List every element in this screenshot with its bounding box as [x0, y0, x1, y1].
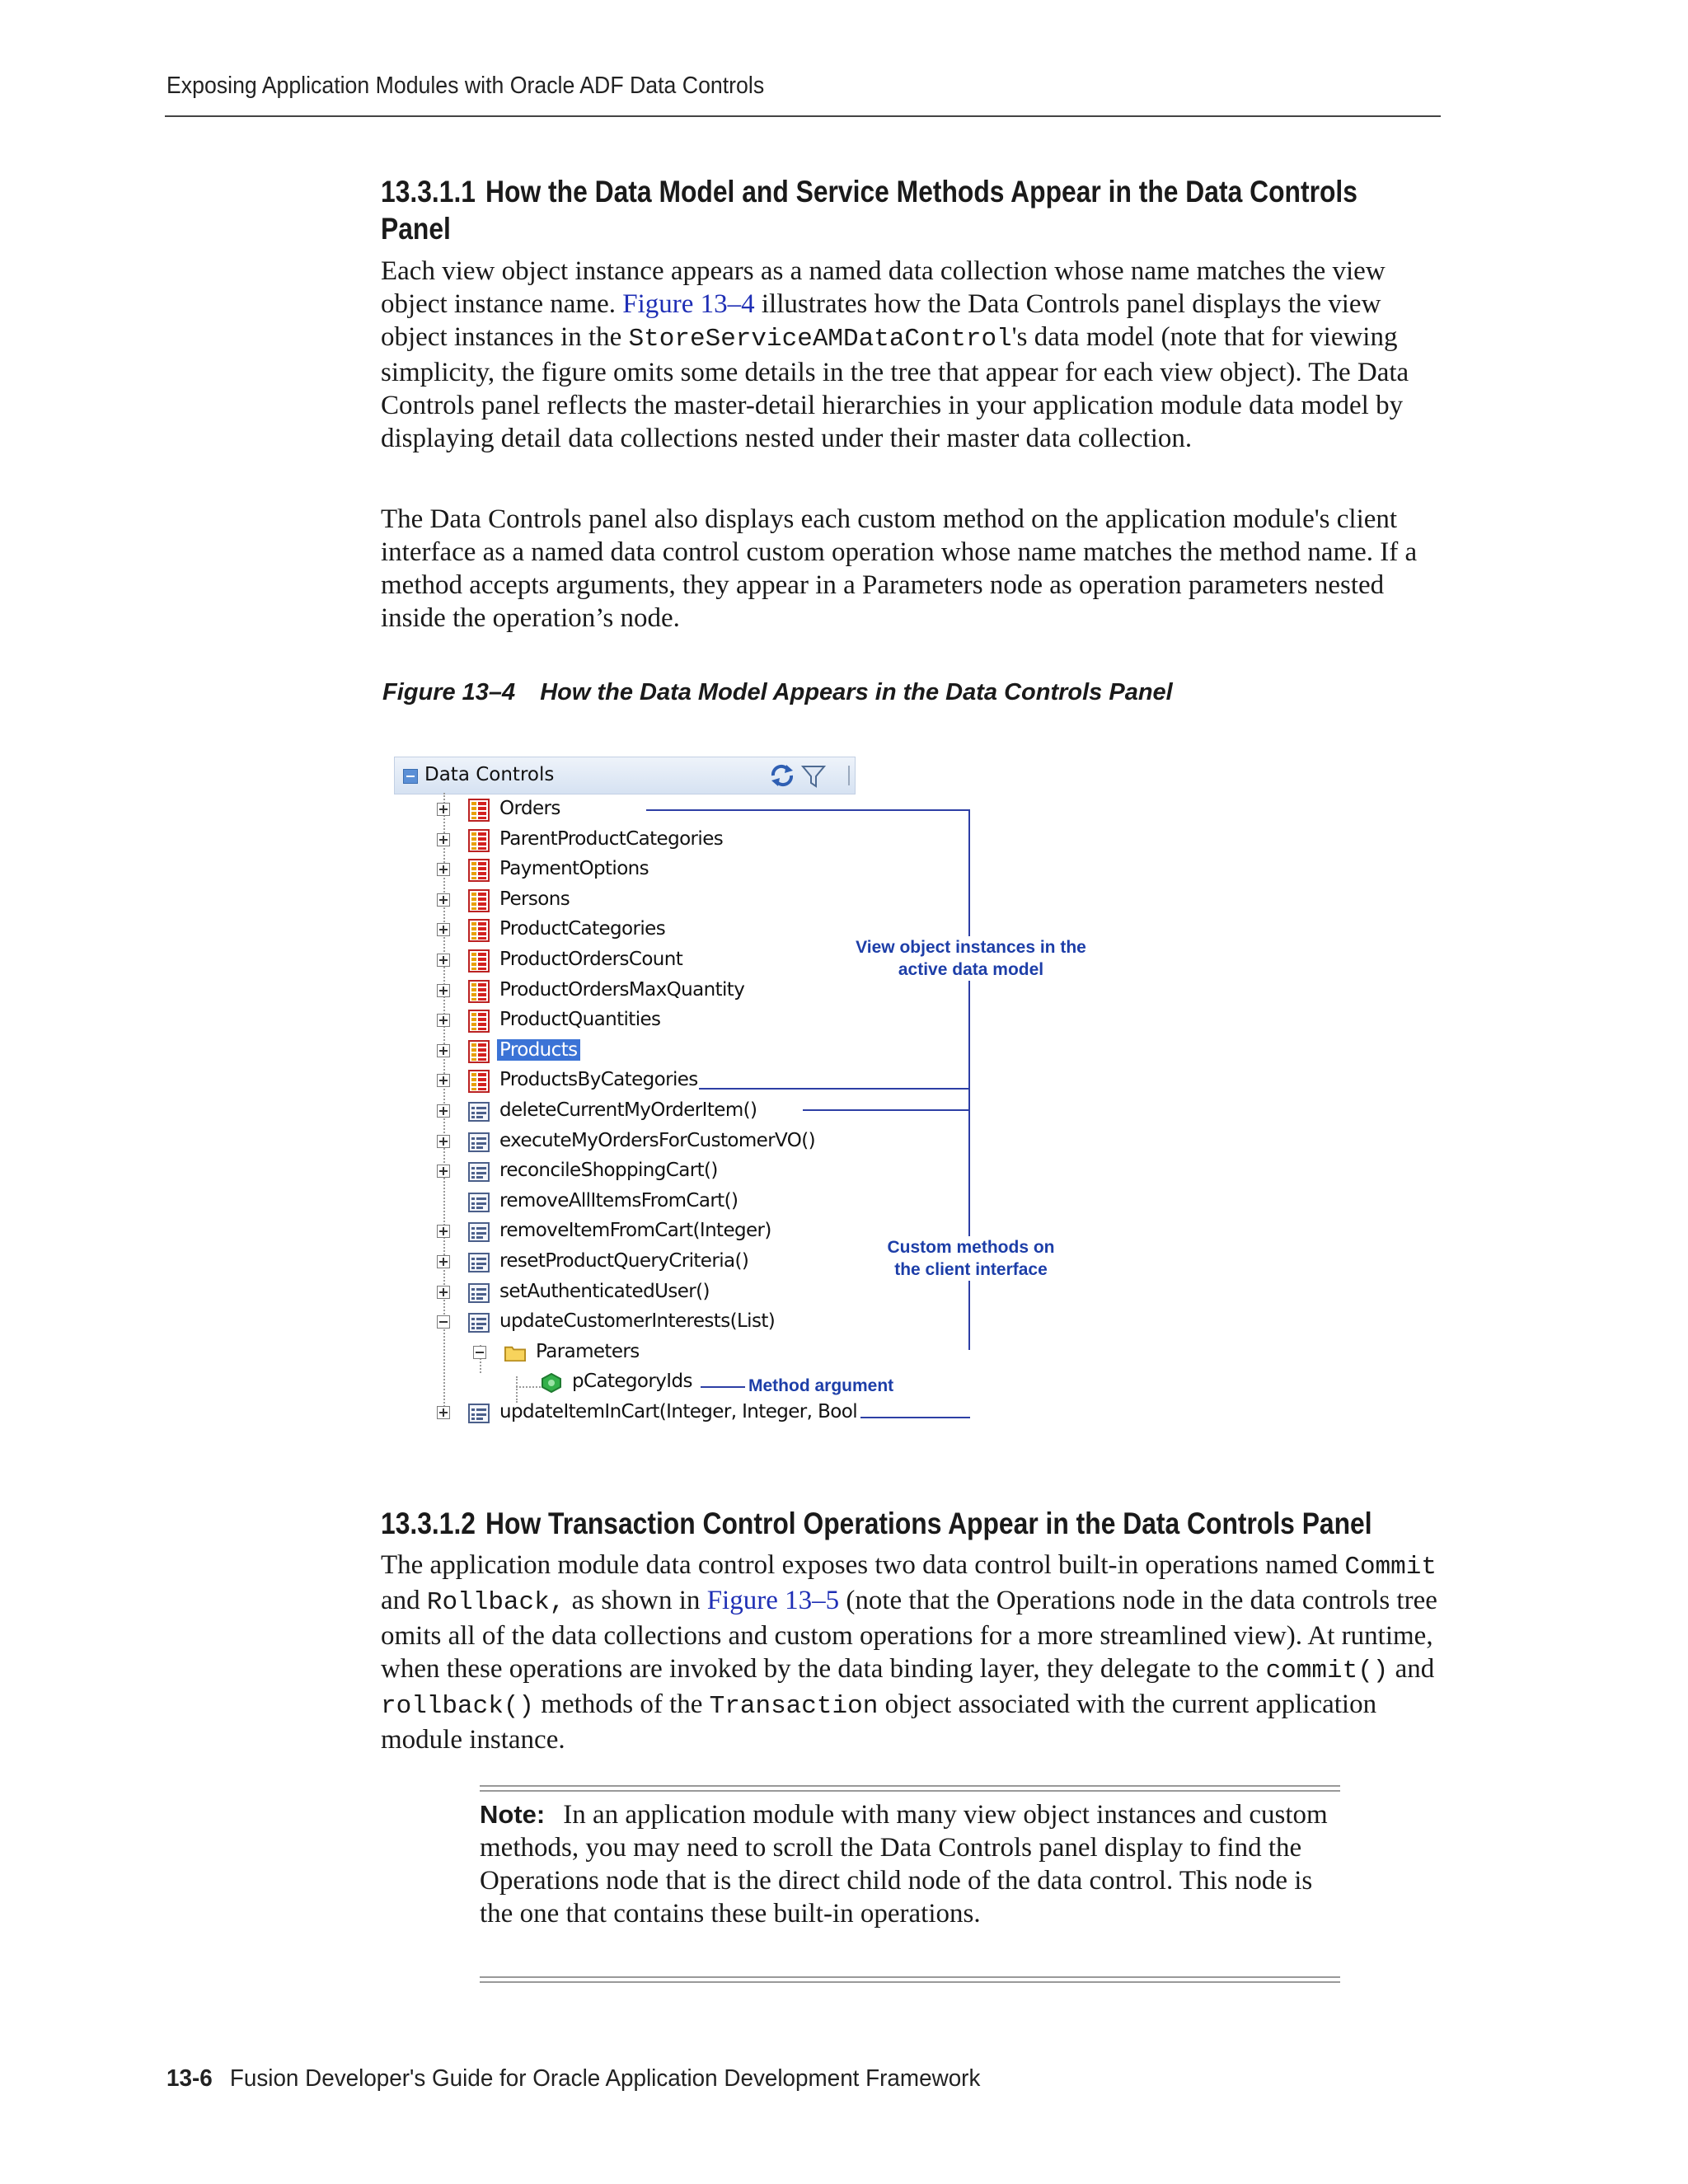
figure-label: Figure 13–4: [382, 679, 516, 705]
node-label: Persons: [499, 888, 570, 910]
section-title-continued: Panel: [381, 212, 451, 246]
text-run: methods of the: [534, 1690, 710, 1719]
callout-text: Custom methods on: [887, 1238, 1055, 1257]
expand-icon[interactable]: [437, 893, 450, 907]
node-label: resetProductQueryCriteria(): [499, 1250, 749, 1272]
expand-icon[interactable]: [437, 1104, 450, 1118]
text-run: as shown in: [565, 1586, 707, 1615]
note-rule: [480, 1981, 1340, 1983]
node-label: setAuthenticatedUser(): [499, 1280, 710, 1302]
paragraph-transaction-ops: [381, 1549, 1440, 1756]
expand-icon[interactable]: [437, 1074, 450, 1087]
tree-node-view-object[interactable]: [394, 885, 856, 916]
figure-13-5-link[interactable]: Figure 13–5: [706, 1586, 840, 1615]
node-label: reconcileShoppingCart(): [499, 1160, 718, 1182]
callout-line: [860, 1417, 970, 1418]
expand-icon[interactable]: [437, 984, 450, 997]
expand-icon[interactable]: [437, 1014, 450, 1027]
section-heading-13-3-1-1: [381, 173, 1357, 247]
expand-icon[interactable]: [437, 863, 450, 876]
callout-line: [646, 809, 969, 811]
node-label: Orders: [499, 798, 560, 819]
callout-line: [968, 1109, 970, 1350]
callout-line: [699, 1088, 970, 1090]
node-label: ProductOrdersCount: [499, 949, 683, 970]
method-icon: [468, 1404, 490, 1423]
panel-title: Data Controls: [424, 764, 555, 785]
node-label: deleteCurrentMyOrderItem(): [499, 1099, 757, 1121]
figure-caption: [382, 679, 1173, 706]
code-datacontrol: StoreServiceAMDataControl: [628, 325, 1012, 354]
callout-custom-methods: [860, 1236, 1082, 1281]
expand-icon[interactable]: [437, 1406, 450, 1419]
tree-node-method[interactable]: [394, 1307, 856, 1338]
filter-icon[interactable]: [801, 764, 826, 789]
tree-node-view-object[interactable]: [394, 976, 856, 1006]
text-run: (note that the Operations node in the data controls tree omits all of the data collections and custom operations for a more streamlined view). At runtime, when these operations are invoked by the data binding layer, they delegate to the: [381, 1586, 1437, 1684]
tree-node-method[interactable]: [394, 1127, 856, 1157]
method-icon: [468, 1193, 490, 1212]
node-label: PaymentOptions: [499, 858, 649, 880]
code-rollback-method: rollback(): [381, 1692, 535, 1721]
data-controls-panel-header: [394, 757, 856, 794]
section-heading-13-3-1-2: [381, 1505, 1372, 1542]
node-label: ParentProductCategories: [499, 827, 724, 850]
text-run: illustrates how the Data Controls panel displays the view object instances in the: [381, 289, 1381, 352]
node-label: executeMyOrdersForCustomerVO(): [499, 1129, 816, 1151]
note-text: In an application module with many view object instances and custom methods, you may need to scroll the Data Controls panel display to find the Operations node that is the direct child node of the data control. This node is the one that contains these built-in operations.: [480, 1800, 1328, 1929]
view-object-icon: [468, 889, 490, 912]
callout-method-argument: Method argument: [748, 1376, 894, 1395]
node-label: ProductOrdersMaxQuantity: [499, 978, 745, 1001]
toolbar-separator: [848, 766, 850, 785]
paragraph-data-model: [381, 255, 1440, 455]
expand-icon[interactable]: [437, 954, 450, 967]
expand-icon[interactable]: [437, 1165, 450, 1178]
tree-node-method[interactable]: [394, 1277, 856, 1308]
node-label: updateItemInCart(Integer, Integer, Bool: [499, 1401, 857, 1422]
view-object-icon: [468, 919, 490, 942]
view-object-icon: [468, 949, 490, 972]
running-header: Exposing Application Modules with Oracle ADF Data Controls: [166, 73, 765, 99]
note-rule: [480, 1976, 1340, 1978]
paragraph-custom-methods: The Data Controls panel also displays each custom method on the application module's client interface as a named data control custom operation whose name matches the method name. If a method accepts arguments, they appear in a Parameters node as operation parameters nested inside the operation’s node.: [381, 504, 1418, 633]
view-object-icon: [468, 1040, 490, 1063]
method-icon: [468, 1162, 490, 1182]
section-title: How Transaction Control Operations Appear in the Data Controls Panel: [485, 1507, 1372, 1540]
callout-line: [701, 1386, 745, 1388]
expand-icon[interactable]: [437, 923, 450, 936]
text-run: and: [1388, 1654, 1435, 1684]
tree-node-method[interactable]: [394, 1096, 856, 1127]
view-object-icon: [468, 799, 490, 822]
section-number: 13.3.1.2: [381, 1507, 476, 1540]
tree-node-view-object[interactable]: [394, 945, 856, 976]
tree-node-view-object[interactable]: [394, 1066, 856, 1096]
method-icon: [468, 1102, 490, 1122]
panel-collapse-icon[interactable]: [403, 769, 418, 784]
tree-node-method[interactable]: [394, 1247, 856, 1277]
view-object-icon: [468, 859, 490, 882]
page-number: 13-6: [166, 2065, 213, 2092]
callout-text: active data model: [898, 960, 1044, 979]
node-label: ProductQuantities: [499, 1009, 661, 1031]
tree-node-method[interactable]: [394, 1187, 856, 1217]
collapse-icon[interactable]: [437, 1315, 450, 1329]
expand-icon[interactable]: [437, 833, 450, 846]
node-label: removeItemFromCart(Integer): [499, 1220, 771, 1242]
code-commit-method: commit(): [1265, 1657, 1389, 1685]
method-icon: [468, 1222, 490, 1242]
tree-node-method[interactable]: [394, 1398, 856, 1428]
method-icon: [468, 1132, 490, 1152]
figure-title: How the Data Model Appears in the Data Controls Panel: [540, 679, 1173, 705]
expand-icon[interactable]: [437, 1286, 450, 1299]
tree-node-method[interactable]: [394, 1216, 856, 1247]
view-object-icon: [468, 1010, 490, 1033]
node-label: Products: [497, 1039, 580, 1061]
expand-icon[interactable]: [437, 1255, 450, 1268]
argument-icon: [541, 1373, 562, 1393]
view-object-icon: [468, 980, 490, 1003]
view-object-icon: [468, 1070, 490, 1093]
expand-icon[interactable]: [437, 1135, 450, 1148]
note-box: [480, 1798, 1340, 1930]
code-transaction: Transaction: [709, 1692, 879, 1721]
method-icon: [468, 1313, 490, 1333]
node-label: ProductCategories: [499, 918, 666, 940]
text-run: The application module data control exposes two data control built-in operations named: [381, 1550, 1345, 1580]
method-icon: [468, 1253, 490, 1272]
node-label: updateCustomerInterests(List): [499, 1310, 776, 1333]
callout-line: [803, 1109, 970, 1111]
node-label: removeAllItemsFromCart(): [499, 1189, 738, 1212]
text-run: Each view object instance appears as a named data collection whose name matches the view object instance name.: [381, 256, 1386, 319]
node-label: pCategoryIds: [572, 1371, 692, 1393]
page-footer: [166, 2065, 980, 2093]
tree-node-view-object[interactable]: [394, 1005, 856, 1036]
data-controls-figure: [394, 757, 1136, 1441]
tree-node-method[interactable]: [394, 1156, 856, 1187]
section-title: How the Data Model and Service Methods Appear in the Data Controls: [485, 175, 1357, 209]
callout-text: the client interface: [894, 1260, 1048, 1279]
tree-node-view-object[interactable]: [394, 915, 856, 945]
figure-13-4-link[interactable]: Figure 13–4: [622, 289, 755, 319]
node-label: ProductsByCategories: [499, 1069, 698, 1091]
section-number: 13.3.1.1: [381, 175, 476, 209]
expand-icon[interactable]: [437, 803, 450, 816]
text-run: and: [381, 1586, 427, 1615]
tree-node-parameters[interactable]: [430, 1338, 892, 1368]
callout-text: View object instances in the: [856, 938, 1086, 957]
folder-icon: [504, 1343, 526, 1363]
tree-node-view-object[interactable]: [394, 825, 856, 855]
expand-icon[interactable]: [437, 1225, 450, 1238]
text-run: 's data model (note that for viewing simplicity, the figure omits some details in the tree that appear for each view object). The Data Controls panel reflects the master-detail hierarchies in your application module data model by displaying detail data collections nested under their master data collection.: [381, 322, 1409, 453]
refresh-icon[interactable]: [768, 762, 796, 789]
tree-node-view-object[interactable]: [394, 1036, 856, 1066]
note-rule: [480, 1785, 1340, 1787]
node-label: Parameters: [536, 1340, 640, 1362]
method-icon: [468, 1283, 490, 1303]
collapse-icon[interactable]: [473, 1346, 486, 1359]
view-object-icon: [468, 829, 490, 852]
tree-node-view-object[interactable]: [394, 855, 856, 885]
book-title: Fusion Developer's Guide for Oracle Application Development Framework: [229, 2065, 981, 2092]
code-rollback: Rollback,: [426, 1588, 565, 1617]
note-rule: [480, 1790, 1340, 1792]
header-rule: [165, 115, 1441, 117]
code-commit: Commit: [1344, 1553, 1437, 1582]
text-run: object associated with the current application module instance.: [381, 1690, 1377, 1755]
expand-icon[interactable]: [437, 1044, 450, 1057]
note-label: Note:: [480, 1800, 546, 1829]
callout-view-objects: [839, 936, 1103, 981]
